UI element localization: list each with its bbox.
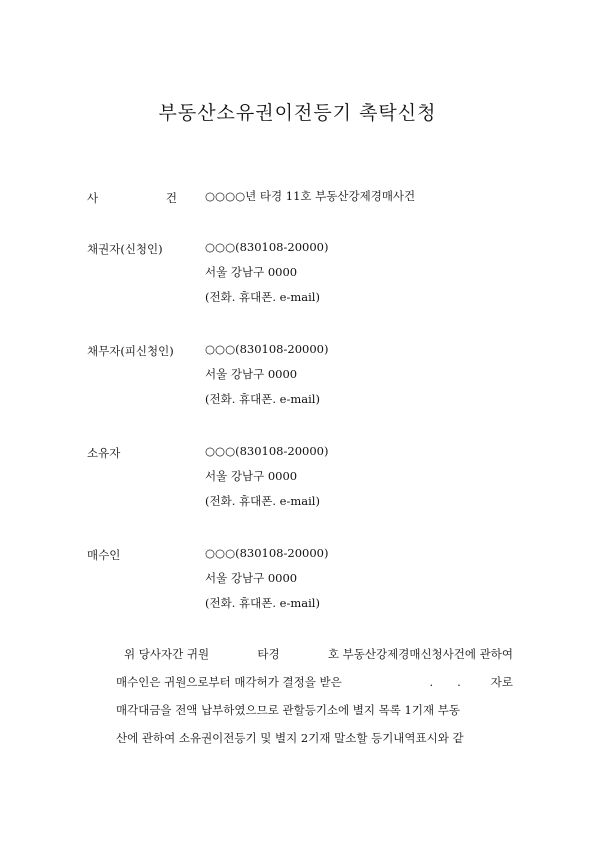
body-text: 산에 관하여 소유권이전등기 및 별지 2기재 말소할 등기내역표시와 같 [116, 731, 464, 745]
body-text: . [429, 675, 434, 689]
party-info-debtor [205, 337, 328, 412]
case-label [87, 190, 177, 206]
body-text: 매수인은 귀원으로부터 매각허가 결정을 받은 [116, 675, 342, 689]
party-name: ○○○(830108-20000) [205, 444, 329, 458]
party-contact: (전화. 휴대폰. e-mail) [205, 494, 320, 508]
party-info-creditor [205, 235, 328, 310]
party-contact: (전화. 휴대폰. e-mail) [205, 596, 320, 610]
party-label-creditor: 채권자(신청인) [87, 242, 163, 256]
party-address: 서울 강남구 0000 [205, 265, 298, 279]
case-value: ○○○○년 타경 11호 부동산강제경매사건 [205, 189, 416, 203]
body-text: 타경 [257, 647, 280, 661]
body-text: 자로 [490, 675, 513, 689]
body-line-4 [116, 729, 513, 757]
document-title: 부동산소유권이전등기 촉탁신청 [158, 102, 437, 124]
case-label-b: 건 [165, 191, 177, 205]
body-text: 호 부동산강제경매신청사건에 관하여 [327, 647, 513, 661]
party-contact: (전화. 휴대폰. e-mail) [205, 290, 320, 304]
party-name: ○○○(830108-20000) [205, 546, 329, 560]
body-text: . [457, 675, 461, 689]
body-text: 매각대금을 전액 납부하였으므로 관할등기소에 별지 목록 1기재 부동 [116, 703, 460, 717]
body-paragraph [116, 645, 513, 757]
body-text: 위 당사자간 귀원 [124, 647, 210, 661]
party-address: 서울 강남구 0000 [205, 469, 298, 483]
body-line-1 [116, 645, 513, 673]
body-line-2 [116, 673, 513, 701]
case-label-a: 사 [87, 191, 99, 205]
party-contact: (전화. 휴대폰. e-mail) [205, 392, 320, 406]
party-info-owner [205, 439, 328, 514]
party-name: ○○○(830108-20000) [205, 240, 329, 254]
body-line-3 [116, 701, 513, 729]
party-address: 서울 강남구 0000 [205, 367, 298, 381]
party-label-owner: 소유자 [87, 446, 121, 460]
party-label-buyer: 매수인 [87, 548, 121, 562]
party-info-buyer [205, 541, 328, 616]
party-label-debtor: 채무자(피신청인) [87, 344, 174, 358]
party-address: 서울 강남구 0000 [205, 571, 298, 585]
party-name: ○○○(830108-20000) [205, 342, 329, 356]
